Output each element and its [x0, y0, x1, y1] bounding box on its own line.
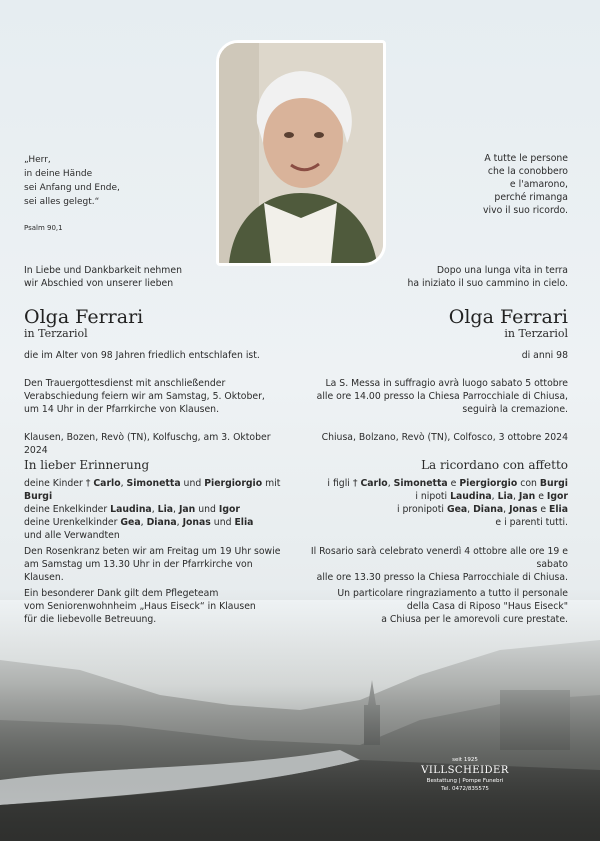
left-family	[24, 477, 294, 542]
left-memory-title: In lieber Erinnerung	[24, 458, 150, 472]
right-thanks	[298, 587, 568, 626]
right-service	[298, 377, 568, 416]
left-rosary	[24, 545, 294, 584]
right-family-grandchildren: i nipoti Laudina, Lia, Jan e Igor	[415, 491, 568, 502]
right-family-relatives: e i parenti tutti.	[495, 517, 568, 528]
right-intro	[298, 264, 568, 290]
left-quote-line: in deine Hände	[24, 169, 93, 179]
left-service-line: um 14 Uhr in der Pfarrkirche von Klausen.	[24, 404, 220, 415]
left-psalm: Psalm 90,1	[24, 224, 63, 232]
right-intro-line: ha iniziato il suo cammino in cielo.	[407, 278, 568, 289]
right-rosary-line: alle ore 13.30 presso la Chiesa Parrocchiale di Chiusa.	[316, 572, 568, 583]
right-rosary-line: Il Rosario sarà celebrato venerdì 4 ottobre alle ore 19 e sabato	[310, 546, 568, 570]
left-service	[24, 377, 294, 416]
left-place-date: Klausen, Bozen, Revò (TN), Kolfuschg, am 3. Oktober 2024	[24, 432, 271, 456]
left-service-line: Verabschiedung feiern wir am Samstag, 5. Oktober,	[24, 391, 265, 402]
logo-brand: VILLSCHEIDER	[421, 765, 509, 776]
right-thanks-line: della Casa di Riposo "Haus Eiseck"	[406, 601, 568, 612]
left-quote	[24, 153, 294, 209]
right-quote-line: perché rimanga	[494, 192, 568, 203]
left-thanks-line: vom Seniorenwohnheim „Haus Eiseck“ in Klausen	[24, 601, 256, 612]
left-intro-line: wir Abschied von unserer lieben	[24, 278, 174, 289]
right-service-line: alle ore 14.00 presso la Chiesa Parrocchiale di Chiusa,	[316, 391, 568, 402]
left-intro	[24, 264, 294, 290]
logo-subtitle: Bestattung | Pompe Funebri	[426, 778, 504, 784]
logo-since: seit 1925	[452, 757, 478, 763]
landscape-image	[0, 600, 600, 841]
right-quote-line: A tutte le persone	[484, 153, 568, 164]
right-rosary	[298, 545, 568, 584]
left-quote-line: „Herr,	[24, 155, 51, 165]
left-thanks	[24, 587, 294, 626]
left-age-line: die im Alter von 98 Jahren friedlich entschlafen ist.	[24, 350, 260, 361]
right-thanks-line: a Chiusa per le amorevoli cure prestate.	[381, 614, 568, 625]
right-quote-line: e l'amarono,	[509, 179, 568, 190]
right-quote-line: vivo il suo ricordo.	[483, 205, 568, 216]
left-thanks-line: Ein besonderer Dank gilt dem Pflegeteam	[24, 588, 219, 599]
left-deceased-name: Olga Ferrari	[24, 306, 144, 328]
right-family-great-grandchildren: i pronipoti Gea, Diana, Jonas e Elia	[396, 504, 568, 515]
funeral-home-logo	[420, 756, 510, 793]
left-thanks-line: für die liebevolle Betreuung.	[24, 614, 157, 625]
right-place-date: Chiusa, Bolzano, Revò (TN), Colfosco, 3 ottobre 2024	[321, 432, 568, 443]
left-family-relatives: und alle Verwandten	[24, 530, 120, 541]
left-rosary-line: Den Rosenkranz beten wir am Freitag um 19 Uhr sowie	[24, 546, 281, 557]
right-quote-line: che la conobbero	[487, 166, 568, 177]
logo-phone: Tel. 0472/835575	[441, 786, 489, 792]
right-intro-line: Dopo una lunga vita in terra	[436, 265, 568, 276]
right-service-line: seguirà la cremazione.	[462, 404, 568, 415]
right-service-line: La S. Messa in suffragio avrà luogo sabato 5 ottobre	[325, 378, 568, 389]
right-age-line: di anni 98	[521, 350, 568, 361]
right-family-children: i figli † Carlo, Simonetta e Piergiorgio con Burgi	[327, 478, 568, 489]
left-family-great-grandchildren: deine Urenkelkinder Gea, Diana, Jonas und Elia	[24, 517, 254, 528]
left-rosary-line: am Samstag um 13.30 Uhr in der Pfarrkirche von Klausen.	[24, 559, 253, 583]
left-intro-line: In Liebe und Dankbarkeit nehmen	[24, 265, 182, 276]
right-quote	[298, 152, 568, 217]
left-maiden-name: in Terzariol	[24, 327, 88, 340]
left-family-grandchildren: deine Enkelkinder Laudina, Lia, Jan und Igor	[24, 504, 241, 515]
right-maiden-name: in Terzariol	[504, 327, 568, 340]
left-quote-line: sei alles gelegt.“	[24, 197, 100, 207]
left-quote-line: sei Anfang und Ende,	[24, 183, 120, 193]
right-thanks-line: Un particolare ringraziamento a tutto il personale	[337, 588, 568, 599]
right-deceased-name: Olga Ferrari	[448, 306, 568, 328]
right-family	[298, 477, 568, 529]
right-memory-title: La ricordano con affetto	[421, 458, 568, 472]
left-service-line: Den Trauergottesdienst mit anschließender	[24, 378, 226, 389]
left-family-children: deine Kinder † Carlo, Simonetta und Piergiorgio mit Burgi	[24, 478, 281, 502]
